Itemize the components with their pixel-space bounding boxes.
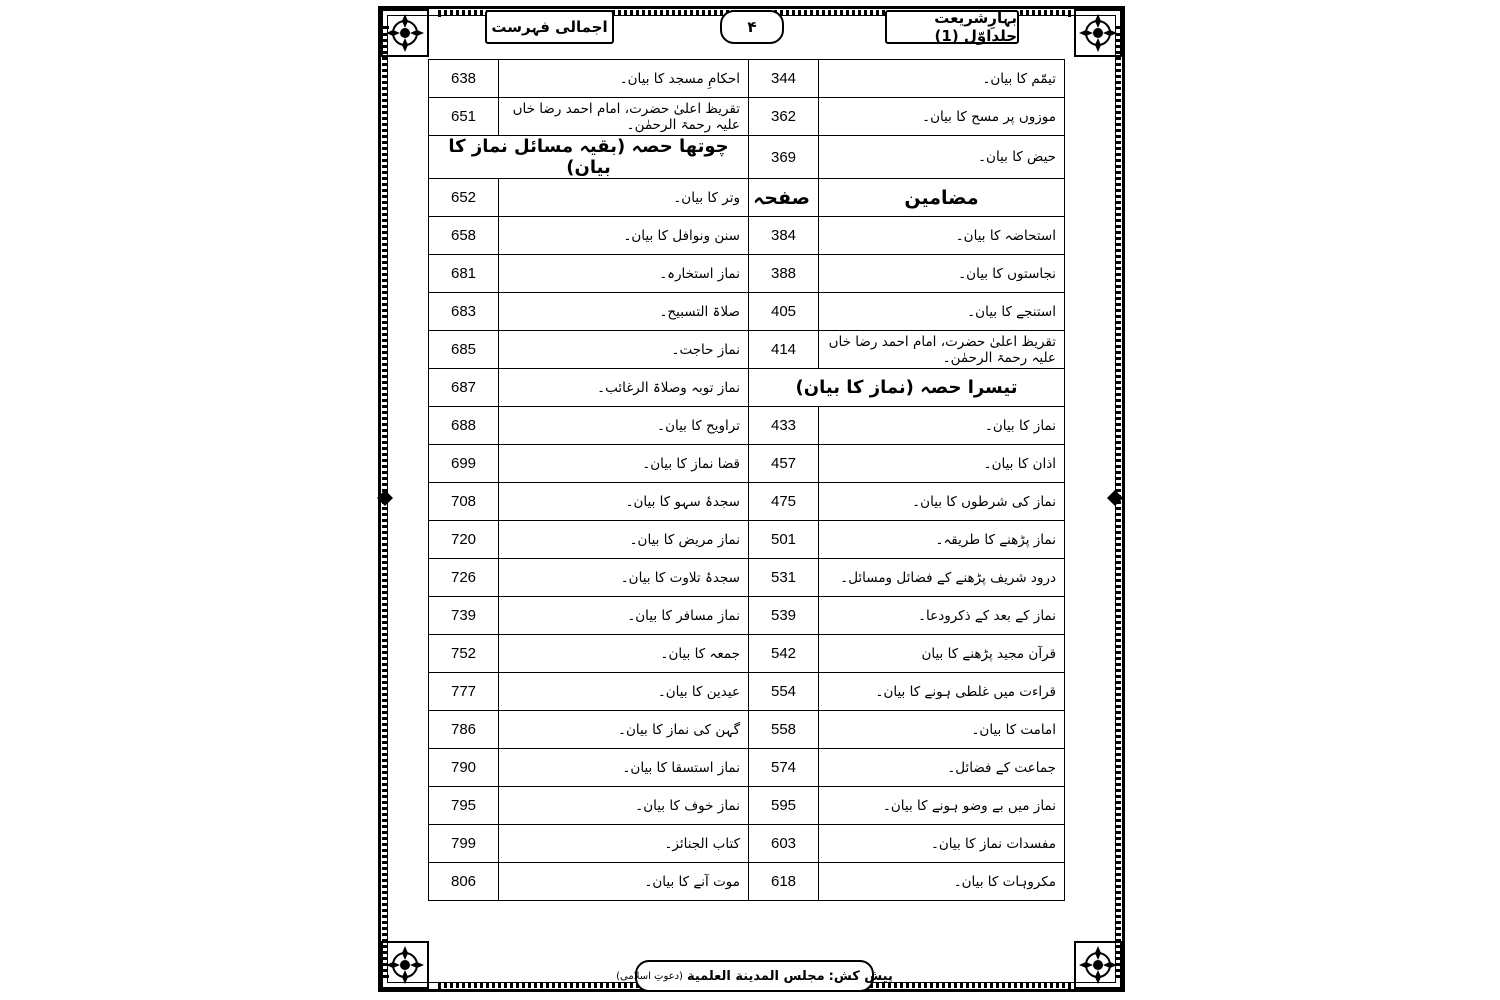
topic-cell: تیمّم کا بیان۔ bbox=[819, 60, 1065, 98]
table-row bbox=[429, 863, 1065, 901]
topic-cell: موت آنے کا بیان۔ bbox=[499, 863, 749, 901]
topic-cell: مفسدات نماز کا بیان۔ bbox=[819, 825, 1065, 863]
contents-table-body bbox=[429, 60, 1065, 901]
page-number-cell: 739 bbox=[429, 597, 499, 635]
page-number-cell: 457 bbox=[749, 445, 819, 483]
corner-ornament-icon bbox=[1073, 8, 1123, 58]
table-row bbox=[429, 255, 1065, 293]
page-number-cell: 720 bbox=[429, 521, 499, 559]
publisher-footer bbox=[616, 960, 893, 992]
page-number-cell: 638 bbox=[429, 60, 499, 98]
topic-cell: نماز کے بعد کے ذکرودعا۔ bbox=[819, 597, 1065, 635]
page-number-cell: 777 bbox=[429, 673, 499, 711]
page-number-cell: 683 bbox=[429, 293, 499, 331]
page-number-cell: 652 bbox=[429, 179, 499, 217]
page-number-cell: 699 bbox=[429, 445, 499, 483]
page-number-cell: 790 bbox=[429, 749, 499, 787]
topic-cell: وتر کا بیان۔ bbox=[499, 179, 749, 217]
topic-cell: نماز استسقا کا بیان۔ bbox=[499, 749, 749, 787]
table-row bbox=[429, 407, 1065, 445]
table-row bbox=[429, 825, 1065, 863]
page-number-cell: 795 bbox=[429, 787, 499, 825]
page-number-cell: 388 bbox=[749, 255, 819, 293]
table-row bbox=[429, 483, 1065, 521]
page-number-cell: 475 bbox=[749, 483, 819, 521]
page-number-cell: 786 bbox=[429, 711, 499, 749]
section-heading-cell: تیسرا حصہ (نماز کا بیان) bbox=[749, 369, 1065, 407]
topic-cell: نماز مریض کا بیان۔ bbox=[499, 521, 749, 559]
topic-cell: نماز کا بیان۔ bbox=[819, 407, 1065, 445]
page-number-cell: 752 bbox=[429, 635, 499, 673]
page-number-cell: 384 bbox=[749, 217, 819, 255]
topic-cell: نماز توبہ وصلاۃ الرغائب۔ bbox=[499, 369, 749, 407]
footer-org: (دعوتِ اسلامی) bbox=[616, 970, 683, 982]
page-number-cell: 414 bbox=[749, 331, 819, 369]
topic-cell: صلاۃ التسبیح۔ bbox=[499, 293, 749, 331]
page-number-cell: 651 bbox=[429, 98, 499, 136]
page-number-cell: 799 bbox=[429, 825, 499, 863]
footer-label: پیش کش: bbox=[828, 968, 893, 984]
page-number-cell: 603 bbox=[749, 825, 819, 863]
corner-ornament-icon bbox=[380, 8, 430, 58]
topic-cell: نماز حاجت۔ bbox=[499, 331, 749, 369]
table-row bbox=[429, 673, 1065, 711]
topic-cell: استنجے کا بیان۔ bbox=[819, 293, 1065, 331]
table-row bbox=[429, 369, 1065, 407]
footer-publisher: مجلس المدينة العلمية bbox=[686, 968, 825, 984]
corner-ornament-icon bbox=[380, 940, 430, 990]
book-title-text: بہارِشریعت جلداوّل (1) bbox=[934, 9, 1017, 45]
topic-cell: سجدۂ سہو کا بیان۔ bbox=[499, 483, 749, 521]
page-number-cell: 531 bbox=[749, 559, 819, 597]
table-row bbox=[429, 635, 1065, 673]
table-row bbox=[429, 136, 1065, 179]
page-number-cell: 362 bbox=[749, 98, 819, 136]
topic-cell: عیدین کا بیان۔ bbox=[499, 673, 749, 711]
side-ornament-icon bbox=[1107, 490, 1123, 506]
topic-cell: نماز استخارہ۔ bbox=[499, 255, 749, 293]
topic-cell: استحاضہ کا بیان۔ bbox=[819, 217, 1065, 255]
topic-cell: اذان کا بیان۔ bbox=[819, 445, 1065, 483]
table-row bbox=[429, 711, 1065, 749]
table-row bbox=[429, 98, 1065, 136]
topics-column-header: مضامین bbox=[819, 179, 1065, 217]
page-number-cell: 806 bbox=[429, 863, 499, 901]
page-number-cell: 681 bbox=[429, 255, 499, 293]
page-number-cell: 658 bbox=[429, 217, 499, 255]
topic-cell: تقریظ اعلیٰ حضرت، امام احمد رضا خاں علیہ رحمۃ الرحمٰن۔ bbox=[819, 331, 1065, 369]
page-number-cell: 558 bbox=[749, 711, 819, 749]
section-title-text: اجمالی فہرست bbox=[491, 18, 608, 36]
page-number-cell: 708 bbox=[429, 483, 499, 521]
table-row bbox=[429, 179, 1065, 217]
topic-cell: جمعہ کا بیان۔ bbox=[499, 635, 749, 673]
page-column-header: صفحہ bbox=[749, 179, 819, 217]
topic-cell: امامت کا بیان۔ bbox=[819, 711, 1065, 749]
page-number-cell: 685 bbox=[429, 331, 499, 369]
page-number-badge bbox=[720, 10, 784, 44]
page-number-cell: 554 bbox=[749, 673, 819, 711]
table-row bbox=[429, 559, 1065, 597]
page-number-cell: 726 bbox=[429, 559, 499, 597]
page-number-cell: 405 bbox=[749, 293, 819, 331]
section-heading-cell: چوتھا حصہ (بقیہ مسائل نماز کا بیان) bbox=[429, 136, 749, 179]
page-number-cell: 618 bbox=[749, 863, 819, 901]
table-row bbox=[429, 597, 1065, 635]
table-row bbox=[429, 293, 1065, 331]
page-number-cell: 501 bbox=[749, 521, 819, 559]
topic-cell: کتاب الجنائز۔ bbox=[499, 825, 749, 863]
page-number-cell: 369 bbox=[749, 136, 819, 179]
table-row bbox=[429, 60, 1065, 98]
topic-cell: سجدۂ تلاوت کا بیان۔ bbox=[499, 559, 749, 597]
topic-cell: نماز خوف کا بیان۔ bbox=[499, 787, 749, 825]
topic-cell: سنن ونوافل کا بیان۔ bbox=[499, 217, 749, 255]
topic-cell: نماز پڑھنے کا طریقہ۔ bbox=[819, 521, 1065, 559]
topic-cell: جماعت کے فضائل۔ bbox=[819, 749, 1065, 787]
page-number-cell: 539 bbox=[749, 597, 819, 635]
table-row bbox=[429, 331, 1065, 369]
table-row bbox=[429, 749, 1065, 787]
topic-cell: تراویح کا بیان۔ bbox=[499, 407, 749, 445]
table-row bbox=[429, 217, 1065, 255]
page-number-cell: 688 bbox=[429, 407, 499, 445]
topic-cell: نماز مسافر کا بیان۔ bbox=[499, 597, 749, 635]
topic-cell: گہن کی نماز کا بیان۔ bbox=[499, 711, 749, 749]
topic-cell: قضا نماز کا بیان۔ bbox=[499, 445, 749, 483]
topic-cell: احکامِ مسجد کا بیان۔ bbox=[499, 60, 749, 98]
page-number-cell: 687 bbox=[429, 369, 499, 407]
page-number-cell: 433 bbox=[749, 407, 819, 445]
topic-cell: مکروہات کا بیان۔ bbox=[819, 863, 1065, 901]
section-title-label bbox=[485, 10, 614, 44]
book-title-label bbox=[885, 10, 1019, 44]
corner-ornament-icon bbox=[1073, 940, 1123, 990]
page-number-cell: 542 bbox=[749, 635, 819, 673]
topic-cell: تقریظ اعلیٰ حضرت، امام احمد رضا خاں علیہ رحمۃ الرحمٰن۔ bbox=[499, 98, 749, 136]
table-row bbox=[429, 445, 1065, 483]
topic-cell: موزوں پر مسح کا بیان۔ bbox=[819, 98, 1065, 136]
topic-cell: قراءت میں غلطی ہونے کا بیان۔ bbox=[819, 673, 1065, 711]
page-number-cell: 344 bbox=[749, 60, 819, 98]
contents-table bbox=[428, 59, 1065, 901]
topic-cell: نماز کی شرطوں کا بیان۔ bbox=[819, 483, 1065, 521]
table-row bbox=[429, 521, 1065, 559]
page-number-text: ۴ bbox=[747, 18, 757, 36]
topic-cell: نجاستوں کا بیان۔ bbox=[819, 255, 1065, 293]
table-row bbox=[429, 787, 1065, 825]
page-number-cell: 595 bbox=[749, 787, 819, 825]
topic-cell: حیض کا بیان۔ bbox=[819, 136, 1065, 179]
topic-cell: قرآن مجید پڑھنے کا بیان bbox=[819, 635, 1065, 673]
side-ornament-icon bbox=[377, 490, 393, 506]
topic-cell: نماز میں بے وضو ہونے کا بیان۔ bbox=[819, 787, 1065, 825]
page-number-cell: 574 bbox=[749, 749, 819, 787]
topic-cell: درود شریف پڑھنے کے فضائل ومسائل۔ bbox=[819, 559, 1065, 597]
